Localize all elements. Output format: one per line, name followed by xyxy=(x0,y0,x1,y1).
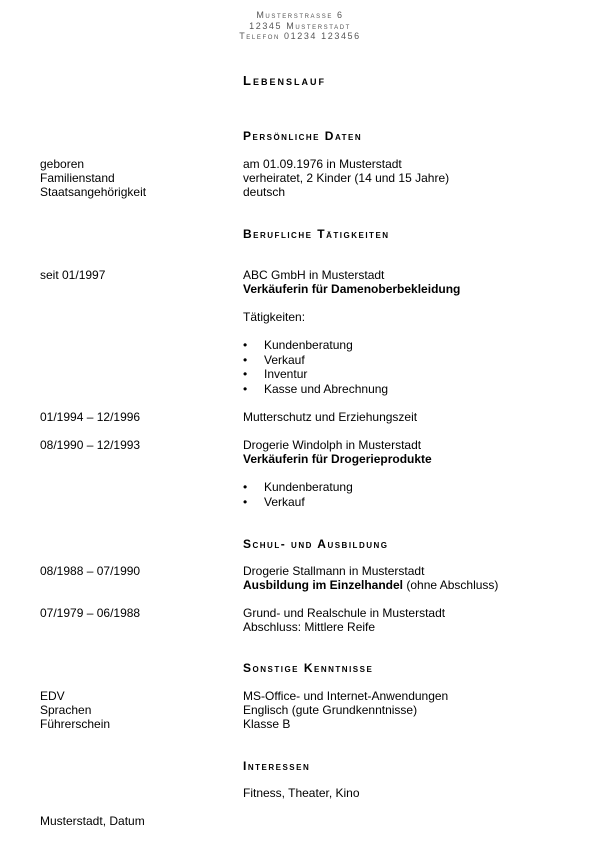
address-city: 12345 Musterstadt xyxy=(249,21,351,31)
edu-2-period: 07/1979 – 06/1988 xyxy=(40,606,141,620)
value-languages: Englisch (gute Grundkenntnisse) xyxy=(243,703,418,717)
address-phone: Telefon 01234 123456 xyxy=(239,31,361,41)
label-nationality: Staatsangehörigkeit xyxy=(40,185,147,199)
page-title: Lebenslauf xyxy=(243,73,326,88)
list-item: • Verkauf xyxy=(243,495,353,510)
job-3-position: Verkäuferin für Drogerieprodukte xyxy=(243,452,432,466)
value-interests: Fitness, Theater, Kino xyxy=(243,786,360,800)
address-street: Musterstrasse 6 xyxy=(256,10,344,20)
label-marital-status: Familienstand xyxy=(40,171,115,185)
label-languages: Sprachen xyxy=(40,703,92,717)
heading-skills: Sonstige Kenntnisse xyxy=(243,661,374,675)
list-item: • Kundenberatung xyxy=(243,480,353,495)
job-3-company: Drogerie Windolph in Musterstadt xyxy=(243,438,422,452)
job-1-position: Verkäuferin für Damenoberbekleidung xyxy=(243,282,461,296)
heading-personal: Persönliche Daten xyxy=(243,129,363,143)
job-1-period: seit 01/1997 xyxy=(40,268,106,282)
job-1-company: ABC GmbH in Musterstadt xyxy=(243,268,385,282)
edu-2-line2: Abschluss: Mittlere Reife xyxy=(243,620,376,634)
heading-jobs: Berufliche Tätigkeiten xyxy=(243,227,390,241)
value-drivers-license: Klasse B xyxy=(243,717,291,731)
value-nationality: deutsch xyxy=(243,185,286,199)
edu-1-qualification-note: (ohne Abschluss) xyxy=(403,578,499,592)
job-2-period: 01/1994 – 12/1996 xyxy=(40,410,141,424)
heading-interests: Interessen xyxy=(243,759,311,773)
edu-1-line2 xyxy=(243,578,498,592)
list-item: • Kundenberatung xyxy=(243,338,388,353)
job-3-period: 08/1990 – 12/1993 xyxy=(40,438,141,452)
value-born: am 01.09.1976 in Musterstadt xyxy=(243,157,402,171)
edu-2-line1: Grund- und Realschule in Musterstadt xyxy=(243,606,446,620)
edu-1-line1: Drogerie Stallmann in Musterstadt xyxy=(243,564,425,578)
job-3-task-list xyxy=(243,480,353,509)
list-item: • Verkauf xyxy=(243,353,388,368)
value-edv: MS-Office- und Internet-Anwendungen xyxy=(243,689,449,703)
heading-education: Schul- und Ausbildung xyxy=(243,537,389,551)
label-edv: EDV xyxy=(40,689,65,703)
label-born: geboren xyxy=(40,157,85,171)
place-date: Musterstadt, Datum xyxy=(40,814,145,828)
value-marital-status: verheiratet, 2 Kinder (14 und 15 Jahre) xyxy=(243,171,450,185)
list-item: • Kasse und Abrechnung xyxy=(243,382,388,397)
job-1-tasks-label: Tätigkeiten: xyxy=(243,310,306,324)
list-item: • Inventur xyxy=(243,367,388,382)
job-2-company: Mutterschutz und Erziehungszeit xyxy=(243,410,418,424)
edu-1-period: 08/1988 – 07/1990 xyxy=(40,564,141,578)
job-1-task-list xyxy=(243,338,388,397)
edu-1-qualification: Ausbildung im Einzelhandel xyxy=(243,578,404,592)
label-drivers-license: Führerschein xyxy=(40,717,111,731)
